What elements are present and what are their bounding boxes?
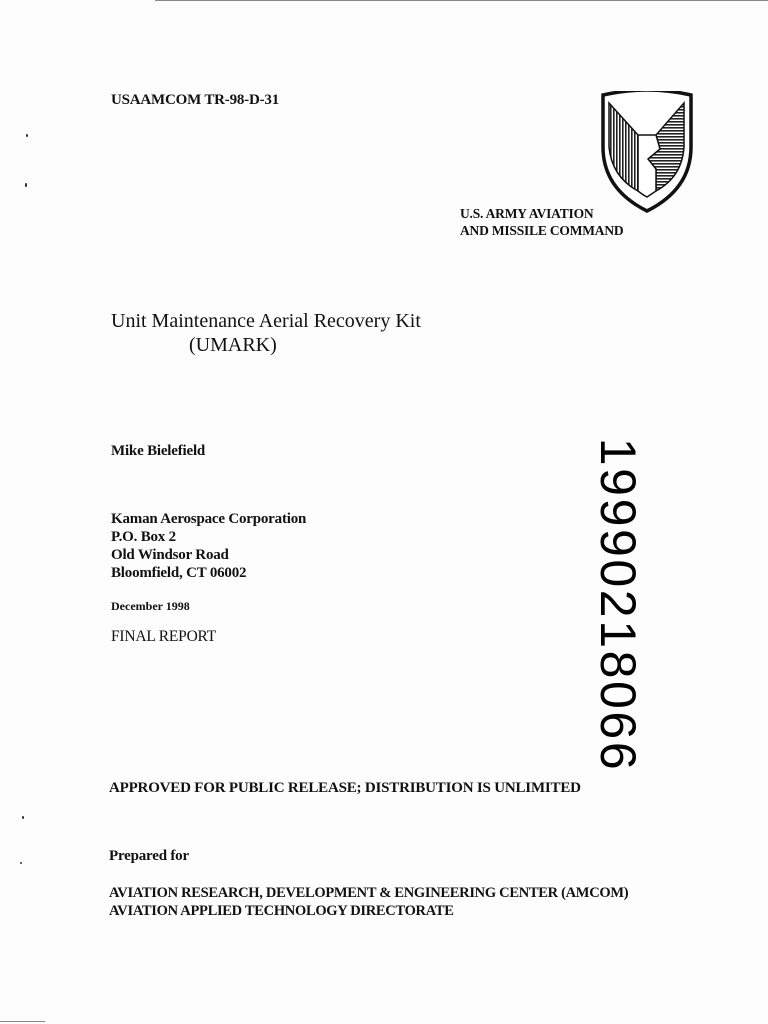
scan-speck [20,862,22,864]
author-name: Mike Bielefield [111,443,206,459]
document-title: Unit Maintenance Aerial Recovery Kit [111,310,421,332]
organization-street: Old Windsor Road [111,547,229,563]
report-date: December 1998 [111,599,190,613]
document-subtitle: (UMARK) [189,334,277,356]
organization-city: Bloomfield, CT 06002 [111,565,247,581]
scan-speck [25,183,27,187]
scan-speck [26,134,28,137]
organization-box: P.O. Box 2 [111,529,176,545]
prepared-for-line-1: AVIATION RESEARCH, DEVELOPMENT & ENGINEERING CENTER (AMCOM) [109,885,629,901]
army-shield-icon [598,91,696,215]
command-line-1: U.S. ARMY AVIATION [460,206,594,221]
command-name [460,205,623,239]
accession-number-text: 19990218066 [590,437,646,773]
scan-edge-bottom [0,1021,45,1022]
command-line-2: AND MISSILE COMMAND [460,223,624,238]
prepared-for-organization [109,884,628,920]
distribution-statement: APPROVED FOR PUBLIC RELEASE; DISTRIBUTION IS UNLIMITED [109,780,581,796]
organization-address [111,510,306,582]
report-number: USAAMCOM TR-98-D-31 [111,92,279,108]
scan-edge-top [155,0,768,1]
organization-name: Kaman Aerospace Corporation [111,511,307,527]
report-type: FINAL REPORT [111,628,217,645]
prepared-for-label: Prepared for [109,848,189,864]
scan-speck [22,816,24,819]
prepared-for-line-2: AVIATION APPLIED TECHNOLOGY DIRECTORATE [109,903,454,919]
